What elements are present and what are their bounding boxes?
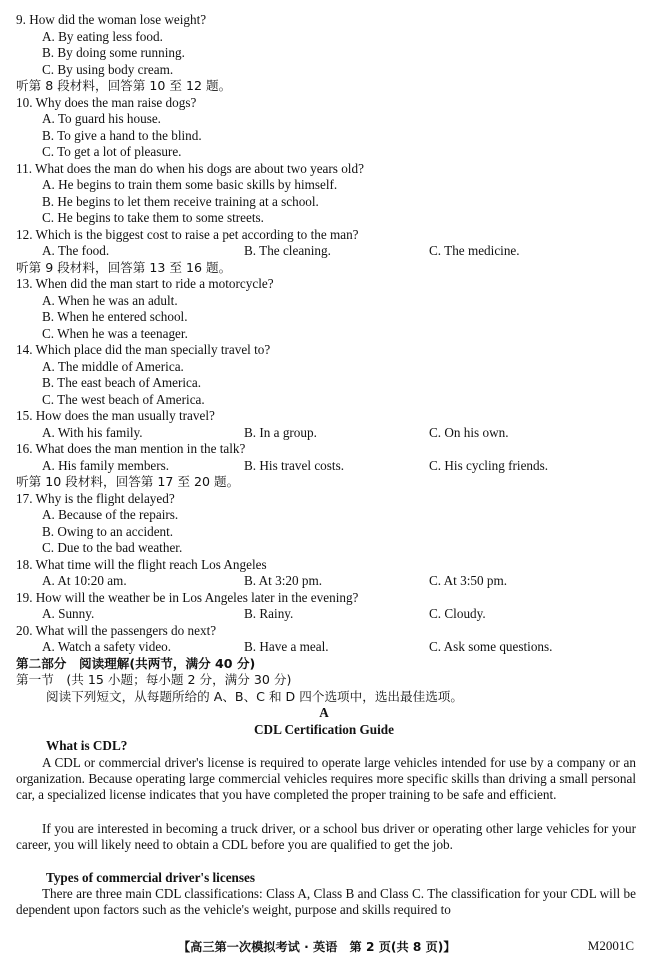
question-20-options <box>42 639 636 655</box>
question-12-option-a: A. The food. <box>42 243 110 258</box>
question-13-option-b: B. When he entered school. <box>42 309 188 324</box>
question-20-stem: 20. What will the passengers do next? <box>16 622 217 638</box>
question-10-option-b: B. To give a hand to the blind. <box>42 127 202 143</box>
question-12-options <box>42 243 636 259</box>
paragraph-3: There are three main CDL classifications: Class A, Class B and Class C. The classification for your CDL will be dependent upon factors such as the vehicle's weight, purpose and skills required to <box>16 886 636 918</box>
question-10-option-a: A. To guard his house. <box>42 111 161 126</box>
question-9-option-c: C. By using body cream. <box>42 61 174 77</box>
question-9-stem: 9. How did the woman lose weight? <box>16 12 207 27</box>
question-9-option-b: B. By doing some running. <box>42 45 185 60</box>
question-19-option-b: B. Rainy. <box>244 606 294 621</box>
part-2-heading: 第二部分 阅读理解(共两节，满分 40 分) <box>16 655 256 671</box>
question-19-stem: 19. How will the weather be in Los Angeles later in the evening? <box>16 589 359 605</box>
footer-code: M2001C <box>587 938 634 953</box>
question-14-option-c: C. The west beach of America. <box>42 391 205 407</box>
subheading-what-is-cdl: What is CDL? <box>46 738 128 753</box>
section-8-instruction: 听第 8 段材料，回答第 10 至 12 题。 <box>16 78 232 93</box>
question-20-option-c: C. Ask some questions. <box>429 639 553 654</box>
question-16-option-c: C. His cycling friends. <box>429 457 549 473</box>
question-15-option-c: C. On his own. <box>429 424 509 440</box>
question-16-option-a: A. His family members. <box>42 457 170 473</box>
question-11-option-b: B. He begins to let them receive training at a school. <box>42 193 319 209</box>
question-18-option-c: C. At 3:50 pm. <box>429 573 508 588</box>
question-15-options <box>42 425 636 441</box>
question-15-option-b: B. In a group. <box>244 424 317 440</box>
question-16-options <box>42 458 636 474</box>
question-12-stem: 12. Which is the biggest cost to raise a pet according to the man? <box>16 226 359 242</box>
question-15-option-a: A. With his family. <box>42 424 143 440</box>
question-16-option-b: B. His travel costs. <box>244 457 344 473</box>
section-10-instruction: 听第 10 段材料，回答第 17 至 20 题。 <box>16 474 240 489</box>
footer-exam-info: 【高三第一次模拟考试 · 英语 第 2 页(共 8 页)】 <box>178 940 456 954</box>
question-15-stem: 15. How does the man usually travel? <box>16 408 215 423</box>
question-20-option-b: B. Have a meal. <box>244 639 329 654</box>
question-19-options <box>42 606 636 622</box>
question-11-option-a: A. He begins to train them some basic skills by himself. <box>42 177 338 192</box>
question-18-option-a: A. At 10:20 am. <box>42 573 127 588</box>
question-14-option-a: A. The middle of America. <box>42 358 184 374</box>
question-13-stem: 13. When did the man start to ride a motorcycle? <box>16 276 274 291</box>
page-footer <box>0 938 648 956</box>
question-12-option-b: B. The cleaning. <box>244 243 331 258</box>
question-17-stem: 17. Why is the flight delayed? <box>16 490 175 506</box>
paragraph-1: A CDL or commercial driver's license is required to operate large vehicles intended for use by a company or an organization. Because operating large commercial vehicles requires more specific skills than driving a small personal car, a specialized license indicates that you have completed the proper training to be safe and efficient. <box>16 754 636 803</box>
question-16-stem: 16. What does the man mention in the talk? <box>16 441 246 456</box>
question-20-option-a: A. Watch a safety video. <box>42 639 172 654</box>
section-1-heading: 第一节 (共 15 小题；每小题 2 分，满分 30 分) <box>16 672 292 687</box>
question-13-option-c: C. When he was a teenager. <box>42 325 188 341</box>
question-18-options <box>42 573 636 589</box>
question-19-option-c: C. Cloudy. <box>429 606 486 621</box>
question-14-stem: 14. Which place did the man specially travel to? <box>16 342 271 357</box>
section-9-instruction: 听第 9 段材料，回答第 13 至 16 题。 <box>16 259 232 275</box>
question-18-option-b: B. At 3:20 pm. <box>244 573 323 588</box>
question-12-option-c: C. The medicine. <box>429 243 520 258</box>
reading-instruction: 阅读下列短文，从每题所给的 A、B、C 和 D 四个选项中，选出最佳选项。 <box>46 688 463 704</box>
question-17-option-c: C. Due to the bad weather. <box>42 540 183 555</box>
passage-title: CDL Certification Guide <box>254 721 394 737</box>
question-19-option-a: A. Sunny. <box>42 606 95 621</box>
question-17-option-b: B. Owing to an accident. <box>42 523 174 539</box>
question-17-option-a: A. Because of the repairs. <box>42 507 179 522</box>
subheading-types: Types of commercial driver's licenses <box>46 869 255 885</box>
question-10-option-c: C. To get a lot of pleasure. <box>42 144 182 159</box>
question-13-option-a: A. When he was an adult. <box>42 292 178 308</box>
question-10-stem: 10. Why does the man raise dogs? <box>16 94 197 110</box>
question-11-option-c: C. He begins to take them to some streets. <box>42 210 264 225</box>
question-14-option-b: B. The east beach of America. <box>42 375 202 390</box>
question-9-option-a: A. By eating less food. <box>42 28 163 44</box>
passage-letter: A <box>319 705 329 720</box>
paragraph-2: If you are interested in becoming a truck driver, or a school bus driver or operating other large vehicles for your career, you will likely need to obtain a CDL before you are qualified to get the job. <box>16 820 636 852</box>
question-11-stem: 11. What does the man do when his dogs are about two years old? <box>16 160 364 176</box>
question-18-stem: 18. What time will the flight reach Los Angeles <box>16 556 267 572</box>
